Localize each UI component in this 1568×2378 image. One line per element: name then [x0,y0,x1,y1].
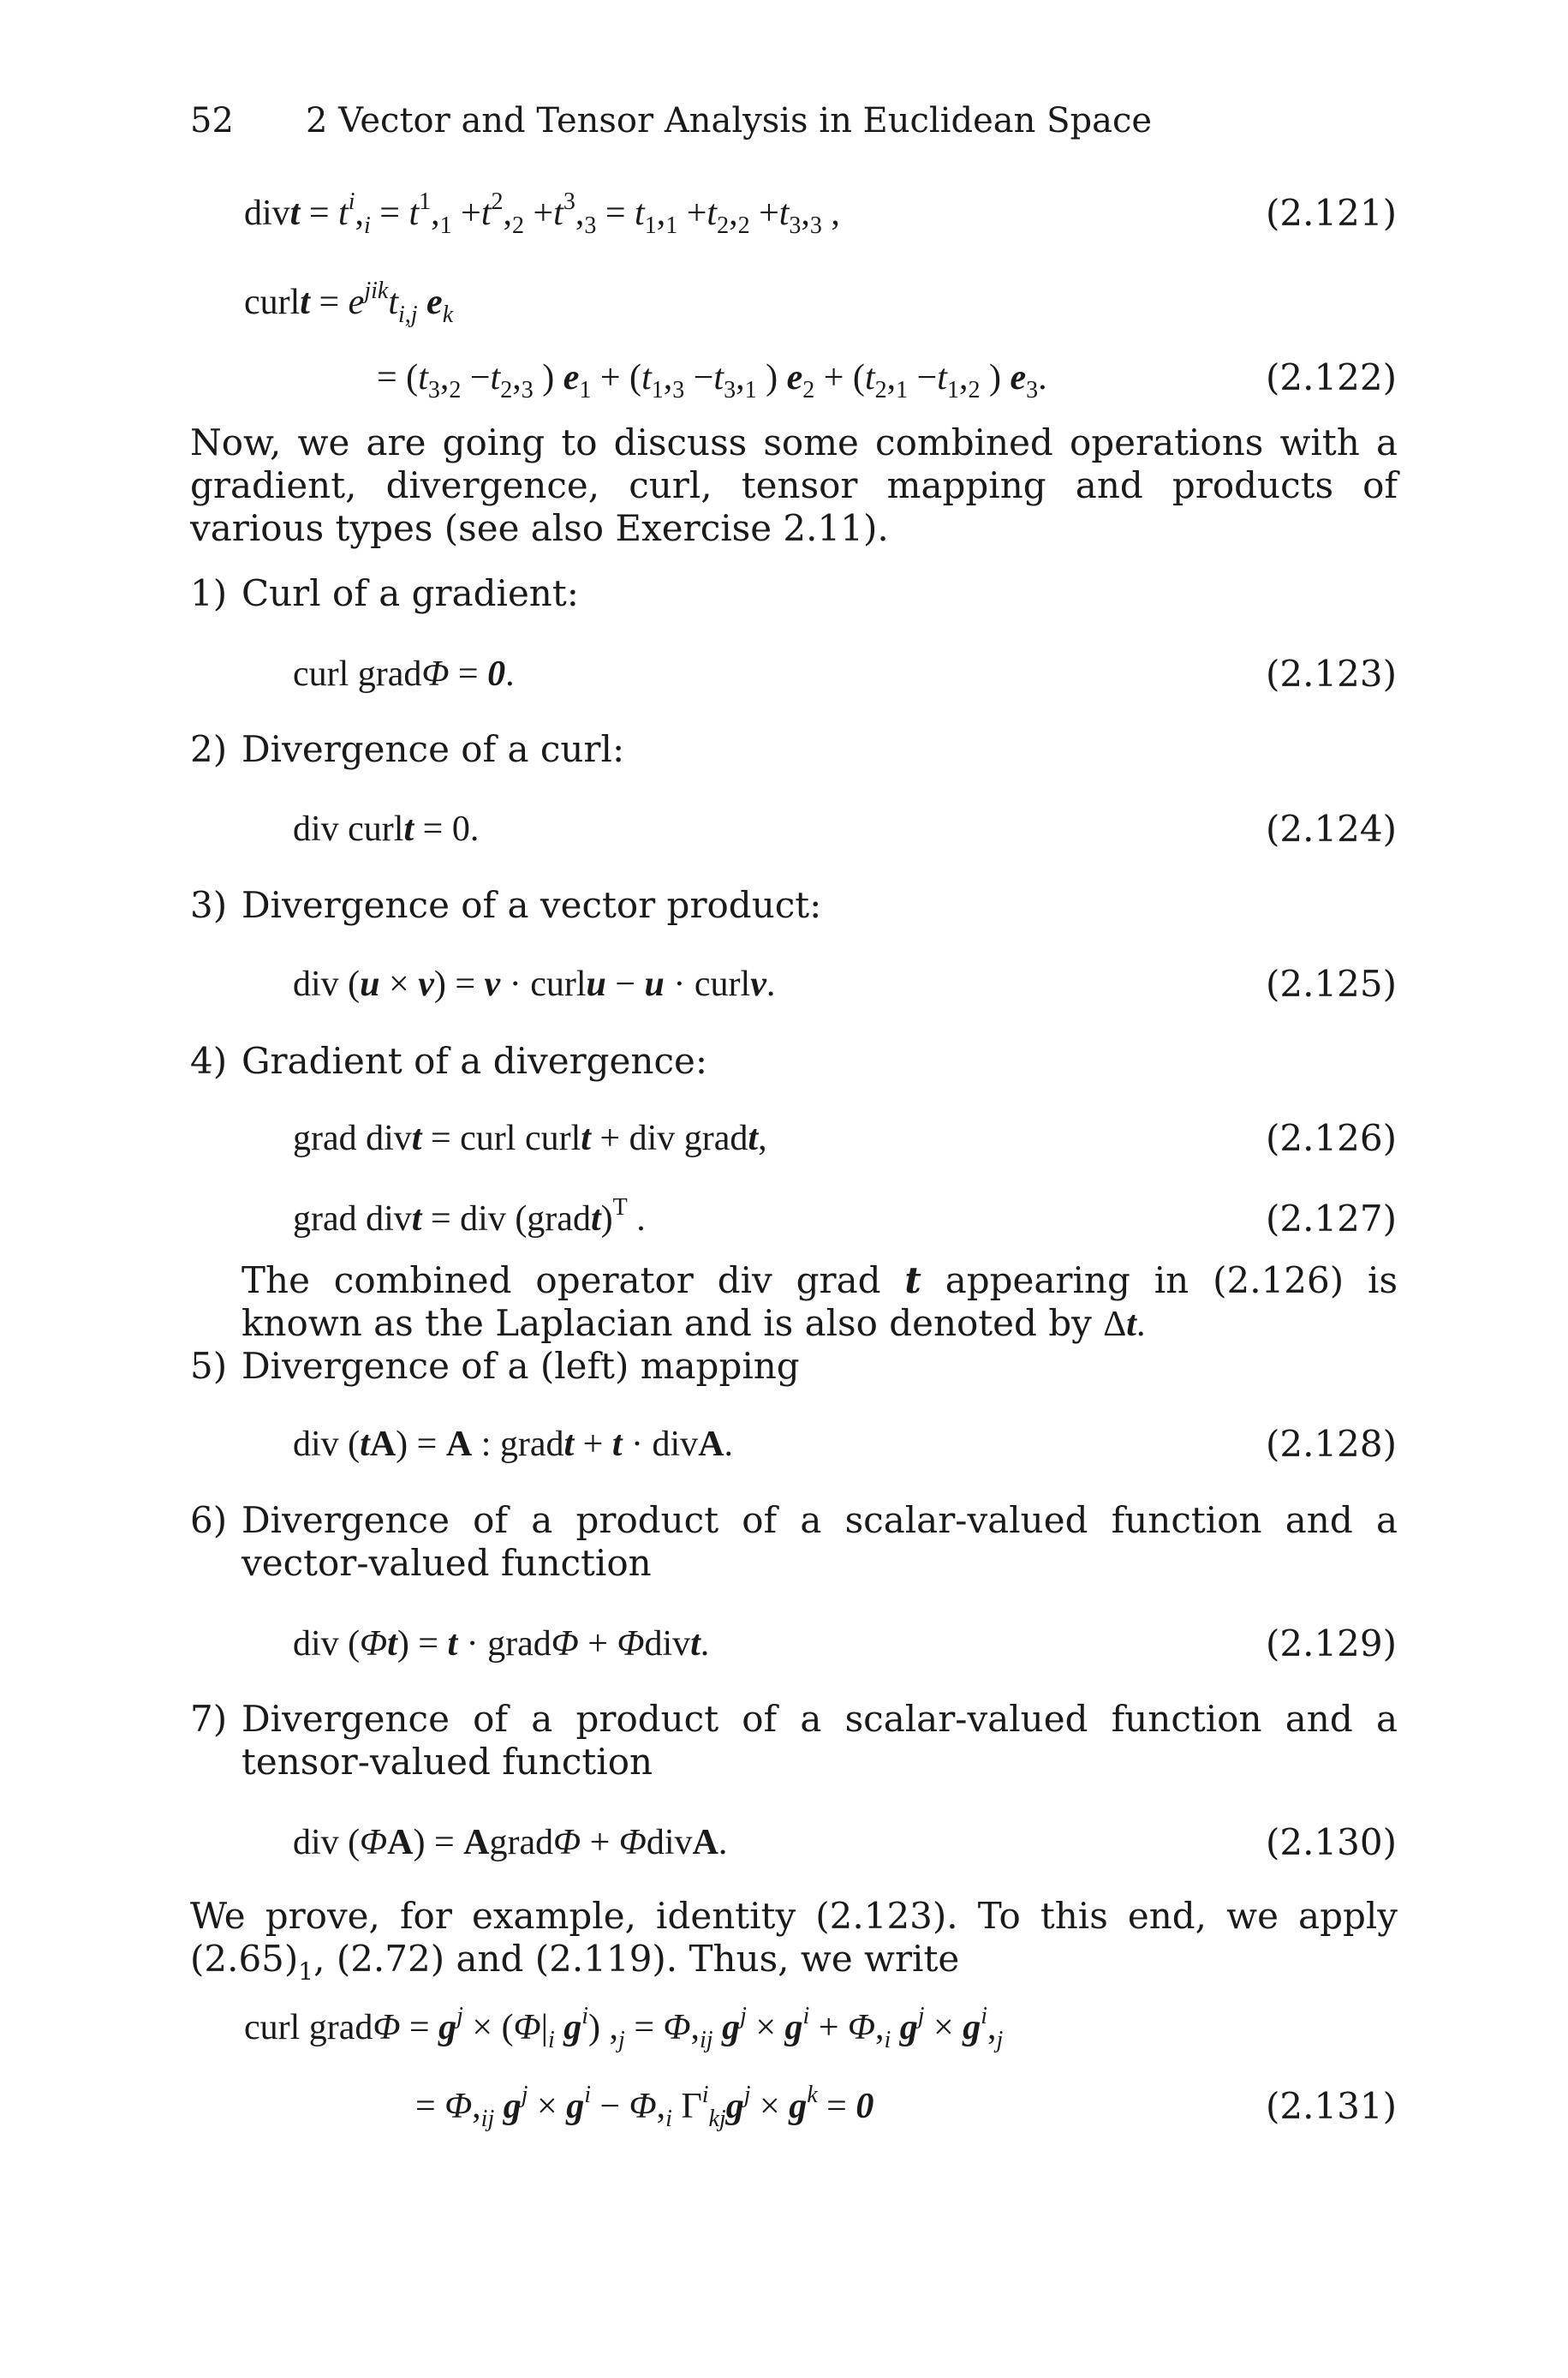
list-item [190,1345,1398,1388]
equation-2-128: div (tA) = A : gradt + t · divA. [293,1425,734,1464]
note-text-a: The combined operator div grad [241,1259,881,1301]
equation-2-123: curl gradΦ = 0. [293,654,515,694]
item-number: 2) [190,728,228,770]
item-number: 6) [190,1499,228,1541]
item-label: Divergence of a product of a scalar-valued function and a tensor-valued function [241,1698,1398,1783]
equation-2-131-line2: = $\Phi,_{ij}$ $g^j \times g^i - \Phi,_i$ $\Gamma^i_{kj}g^j \times g^k = 0$ [415,2082,874,2132]
list-item [190,1698,1398,1784]
note-text-b: appearing in (2.126) is known as the Laplacian and is also denoted by [241,1259,1398,1344]
proof-paragraph: We prove, for example, identity (2.123). To this end, we apply $(2.65)_1$, (2.72) and (2.119). Thus, we write [190,1895,1398,1986]
equation-number: (2.129) [1265,1622,1397,1664]
equation-2-121: divt = $t^i,_i = t^1,_1 +t^2,_2 +t^3,_3 = t_1,_1 +t_2,_2 +t_3,_3$ , [244,188,840,239]
equation-2-130: div (ΦA) = AgradΦ + ΦdivA. [293,1823,728,1862]
item-label: Curl of a gradient: [241,572,579,614]
page-number: 52 [190,101,234,140]
equation-2-124: div curlt = 0. [293,810,480,849]
proof-text-b: , (2.72) and (2.119). Thus, we write [313,1938,960,1980]
item-number: 4) [190,1040,228,1082]
list-item [190,728,1398,771]
proof-text-a: We prove, for example, identity (2.123). To this end, we apply (2.65) [190,1895,1398,1980]
list-item [190,1499,1398,1585]
item-label: Gradient of a divergence: [241,1040,707,1082]
equation-2-129: div (Φt) = t · gradΦ + Φdivt. [293,1624,710,1664]
equation-number: (2.128) [1265,1423,1397,1465]
equation-2-131-line1: curl gradΦ = $g^j \times (\Phi|_i$ $g^i$) $,_j = \Phi,_{ij}$ $g^j \times g^i + \Phi,_i$ $g^j \times g^i,_j$ [244,2003,1004,2053]
equation-number: (2.126) [1265,1117,1397,1159]
list-item [190,884,1398,927]
equation-number: (2.127) [1265,1198,1397,1240]
equation-number: (2.123) [1265,653,1397,695]
item-label: Divergence of a (left) mapping [241,1345,800,1387]
laplacian-note: The combined operator div grad t appearing in (2.126) is known as the Laplacian and is also denoted by Δt. [241,1259,1398,1344]
equation-number: (2.121) [1265,192,1397,234]
equation-2-126: grad divt = curl curlt + div gradt, [293,1119,767,1158]
equation-2-122-line1: curlt = $e^{jik}t_{i,j}$ $e_k$ [244,278,454,328]
item-number: 7) [190,1698,228,1740]
equation-number: (2.130) [1265,1821,1397,1863]
equation-number: (2.122) [1265,356,1397,398]
running-title: 2 Vector and Tensor Analysis in Euclidean Space [306,101,1153,140]
list-item [190,572,1398,615]
list-item [190,1040,1398,1083]
equation-2-125: div (u × v) = v · curlu − u · curlv. [293,965,776,1004]
equation-number: (2.125) [1265,963,1397,1005]
intro-paragraph: Now, we are going to discuss some combined operations with a gradient, divergence, curl, tensor mapping and products of various types (see also Exercise 2.11). [190,421,1398,549]
equation-number: (2.124) [1265,808,1397,850]
equation-number: (2.131) [1265,2085,1397,2127]
item-label: Divergence of a curl: [241,728,625,770]
item-label: Divergence of a vector product: [241,884,822,926]
item-label: Divergence of a product of a scalar-valued function and a vector-valued function [241,1499,1398,1584]
item-number: 3) [190,884,228,926]
equation-2-127: grad divt = div (gradt)$^T$ . [293,1194,646,1239]
item-number: 1) [190,572,228,614]
item-number: 5) [190,1345,228,1387]
equation-2-122-line2: = ($t_3,_2 -t_2,_3$ ) $e_1 + (t_1,_3 -t_3,_1$ ) $e_2 + (t_2,_1 -t_1,_2$ ) $e_3$. [377,358,1047,403]
